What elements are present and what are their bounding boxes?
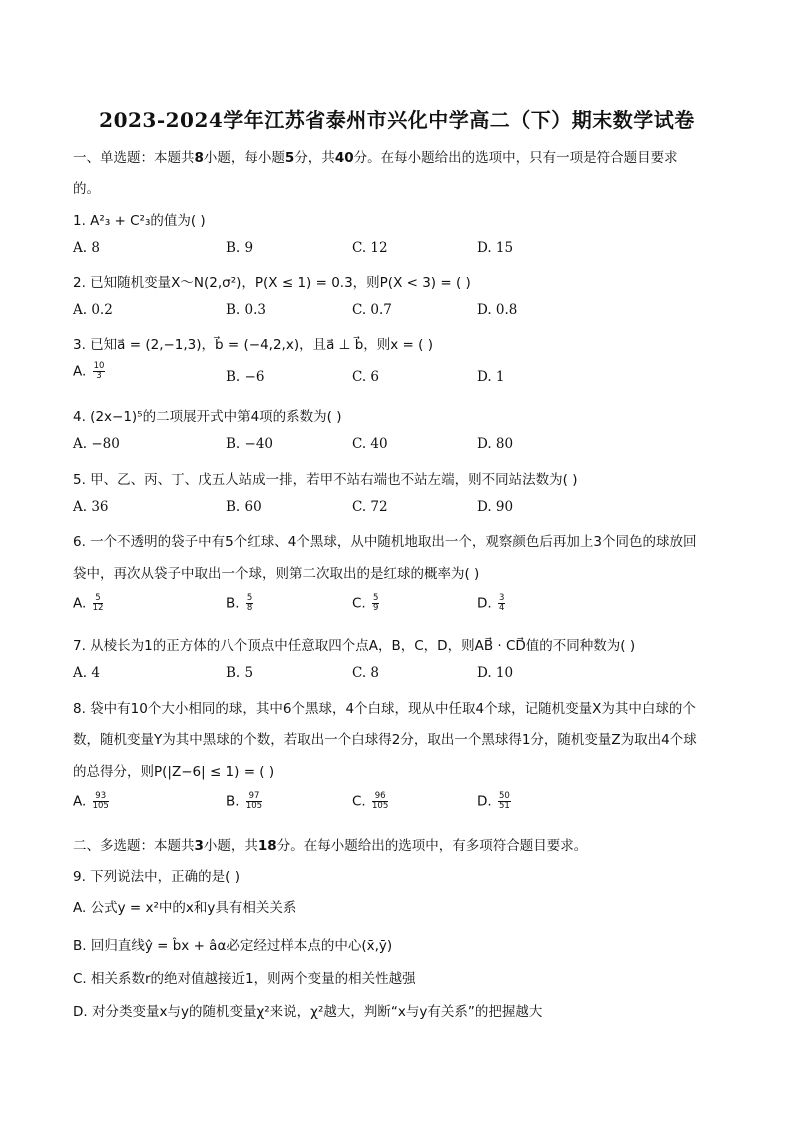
q1-option-c[interactable]: C. 12 [352, 240, 388, 256]
section2-count: 3 [194, 838, 204, 854]
fraction-numerator: 96 [372, 792, 388, 802]
q3-option-b[interactable]: B. −6 [226, 369, 265, 385]
fraction-numerator: 5 [93, 594, 104, 604]
q6-stem-line1: 6. 一个不透明的袋子中有5个红球、4个黑球，从中随机地取出一个，观察颜色后再加上3个同色的球放回 [73, 534, 697, 550]
section2-heading [73, 834, 587, 854]
q8-stem-line3: 的总得分，则P(|Z−6| ≤ 1) = ( ) [73, 764, 275, 780]
q2-option-c[interactable]: C. 0.7 [352, 302, 392, 318]
fraction-numerator: 10 [93, 361, 105, 371]
q4-option-b[interactable]: B. −40 [226, 436, 273, 452]
q8-option-c-fraction [372, 792, 388, 811]
option-label: D. [477, 793, 492, 810]
q9-stem: 9. 下列说法中，正确的是( ) [73, 869, 240, 885]
fraction-numerator: 5 [246, 593, 253, 603]
q6-option-a-fraction [93, 594, 104, 613]
q2-stem: 2. 已知随机变量X～N(2,σ²)，P(X ≤ 1) = 0.3，则P(X < 3) = ( ) [73, 275, 471, 291]
section2-heading-a: 二、多选题：本题共 [73, 838, 195, 854]
q6-option-b-fraction [246, 594, 253, 613]
option-label: D. [477, 595, 492, 612]
section1-heading-d: 分。在每小题给出的选项中，只有一项是符合题目要求 [353, 150, 678, 166]
q6-stem-line2: 袋中，再次从袋子中取出一个球，则第二次取出的是红球的概率为( ) [73, 566, 480, 582]
section1-heading-a: 一、单选题：本题共 [73, 150, 195, 166]
option-label: A. [73, 595, 87, 612]
q7-stem: 7. 从棱长为1的正方体的八个顶点中任意取四个点A，B，C，D，则AB⃗ · CD⃗值的不同种数为( ) [73, 638, 636, 654]
q7-option-d[interactable]: D. 10 [477, 665, 514, 681]
section1-heading [73, 146, 678, 166]
q1-stem: 1. A²₃ + C²₃的值为( ) [73, 213, 206, 229]
q8-option-a-fraction [93, 792, 109, 811]
q5-option-d[interactable]: D. 90 [477, 499, 514, 515]
q4-option-d[interactable]: D. 80 [477, 436, 514, 452]
q2-option-b[interactable]: B. 0.3 [226, 302, 266, 318]
q1-option-b[interactable]: B. 9 [226, 240, 254, 256]
q8-option-b[interactable] [226, 792, 262, 811]
q7-option-c[interactable]: C. 8 [352, 665, 380, 681]
section2-heading-b: 小题，共 [203, 838, 258, 854]
section2-total: 18 [257, 838, 277, 854]
fraction-numerator: 3 [498, 593, 505, 603]
q8-option-b-fraction [246, 792, 262, 811]
fraction-numerator: 5 [373, 593, 379, 603]
option-label: B. [226, 595, 240, 612]
q8-option-d-fraction [498, 792, 511, 811]
q3-option-a-fraction [93, 362, 106, 381]
section1-heading-cont: 的。 [73, 181, 100, 197]
q8-option-d[interactable] [477, 792, 511, 811]
q2-option-d[interactable]: D. 0.8 [477, 302, 518, 318]
option-label: C. [352, 793, 366, 810]
fraction-denominator: 3 [96, 371, 102, 381]
fraction-denominator: 105 [92, 801, 109, 811]
section2-heading-c: 分。在每小题给出的选项中，有多项符合题目要求。 [276, 838, 588, 854]
q2-option-a[interactable]: A. 0.2 [73, 302, 113, 318]
fraction-numerator: 93 [93, 792, 109, 802]
q4-stem: 4. (2x−1)⁵的二项展开式中第4项的系数为( ) [73, 409, 342, 425]
section1-score: 5 [284, 150, 295, 166]
q6-option-b[interactable] [226, 594, 253, 613]
fraction-denominator: 8 [246, 603, 253, 613]
option-label: A. [73, 793, 87, 810]
q9-option-d[interactable]: D. 对分类变量x与y的随机变量χ²来说，χ²越大，判断“x与y有关系”的把握越大 [73, 1004, 543, 1020]
q7-option-b[interactable]: B. 5 [226, 665, 254, 681]
q8-option-a[interactable] [73, 792, 109, 811]
fraction-denominator: 4 [498, 603, 505, 613]
q3-stem: 3. 已知a⃗ = (2,−1,3)，b⃗ = (−4,2,x)，且a⃗ ⊥ b⃗，则x = ( ) [73, 337, 433, 353]
q6-option-d-fraction [498, 594, 505, 613]
fraction-denominator: 9 [373, 603, 379, 613]
q3-option-a-label: A. [73, 363, 87, 380]
q6-option-c[interactable] [352, 594, 379, 613]
fraction-denominator: 105 [372, 801, 389, 811]
page-title: 2023-2024学年江苏省泰州市兴化中学高二（下）期末数学试卷 [99, 108, 695, 132]
q5-option-c[interactable]: C. 72 [352, 499, 388, 515]
q6-option-d[interactable] [477, 594, 505, 613]
q3-option-d[interactable]: D. 1 [477, 369, 505, 385]
fraction-denominator: 12 [92, 603, 104, 613]
fraction-numerator: 50 [498, 791, 510, 801]
q8-stem-line2: 数，随机变量Y为其中黑球的个数，若取出一个白球得2分，取出一个黑球得1分，随机变量Z为取出4个球 [73, 732, 697, 748]
section1-total: 40 [334, 150, 354, 166]
q8-stem-line1: 8. 袋中有10个大小相同的球，其中6个黑球，4个白球，现从中任取4个球，记随机变量X为其中白球的个 [73, 701, 696, 717]
q3-option-c[interactable]: C. 6 [352, 369, 380, 385]
option-label: B. [226, 793, 240, 810]
section1-heading-b: 小题，每小题 [203, 150, 285, 166]
q4-option-a[interactable]: A. −80 [73, 436, 120, 452]
q5-stem: 5. 甲、乙、丙、丁、戊五人站成一排，若甲不站右端也不站左端，则不同站法数为( ) [73, 472, 578, 488]
q8-option-c[interactable] [352, 792, 388, 811]
fraction-denominator: 105 [245, 801, 263, 811]
q6-option-c-fraction [372, 594, 379, 613]
q9-option-b[interactable]: B. 回归直线ŷ = b̂x + âα必定经过样本点的中心(x̄,ȳ) [73, 938, 393, 954]
fraction-numerator: 97 [246, 792, 262, 802]
q5-option-a[interactable]: A. 36 [73, 499, 109, 515]
section1-heading-c: 分，共 [294, 150, 335, 166]
q9-option-a[interactable]: A. 公式y = x²中的x和y具有相关关系 [73, 900, 297, 916]
q1-option-d[interactable]: D. 15 [477, 240, 514, 256]
q7-option-a[interactable]: A. 4 [73, 665, 100, 681]
section1-count: 8 [194, 150, 204, 166]
q4-option-c[interactable]: C. 40 [352, 436, 388, 452]
q6-option-a[interactable] [73, 594, 103, 613]
option-label: C. [352, 595, 366, 612]
fraction-denominator: 51 [498, 801, 510, 811]
q9-option-c[interactable]: C. 相关系数r的绝对值越接近1，则两个变量的相关性越强 [73, 971, 416, 987]
q3-option-a[interactable] [73, 362, 105, 381]
q5-option-b[interactable]: B. 60 [226, 499, 262, 515]
q1-option-a[interactable]: A. 8 [73, 240, 100, 256]
